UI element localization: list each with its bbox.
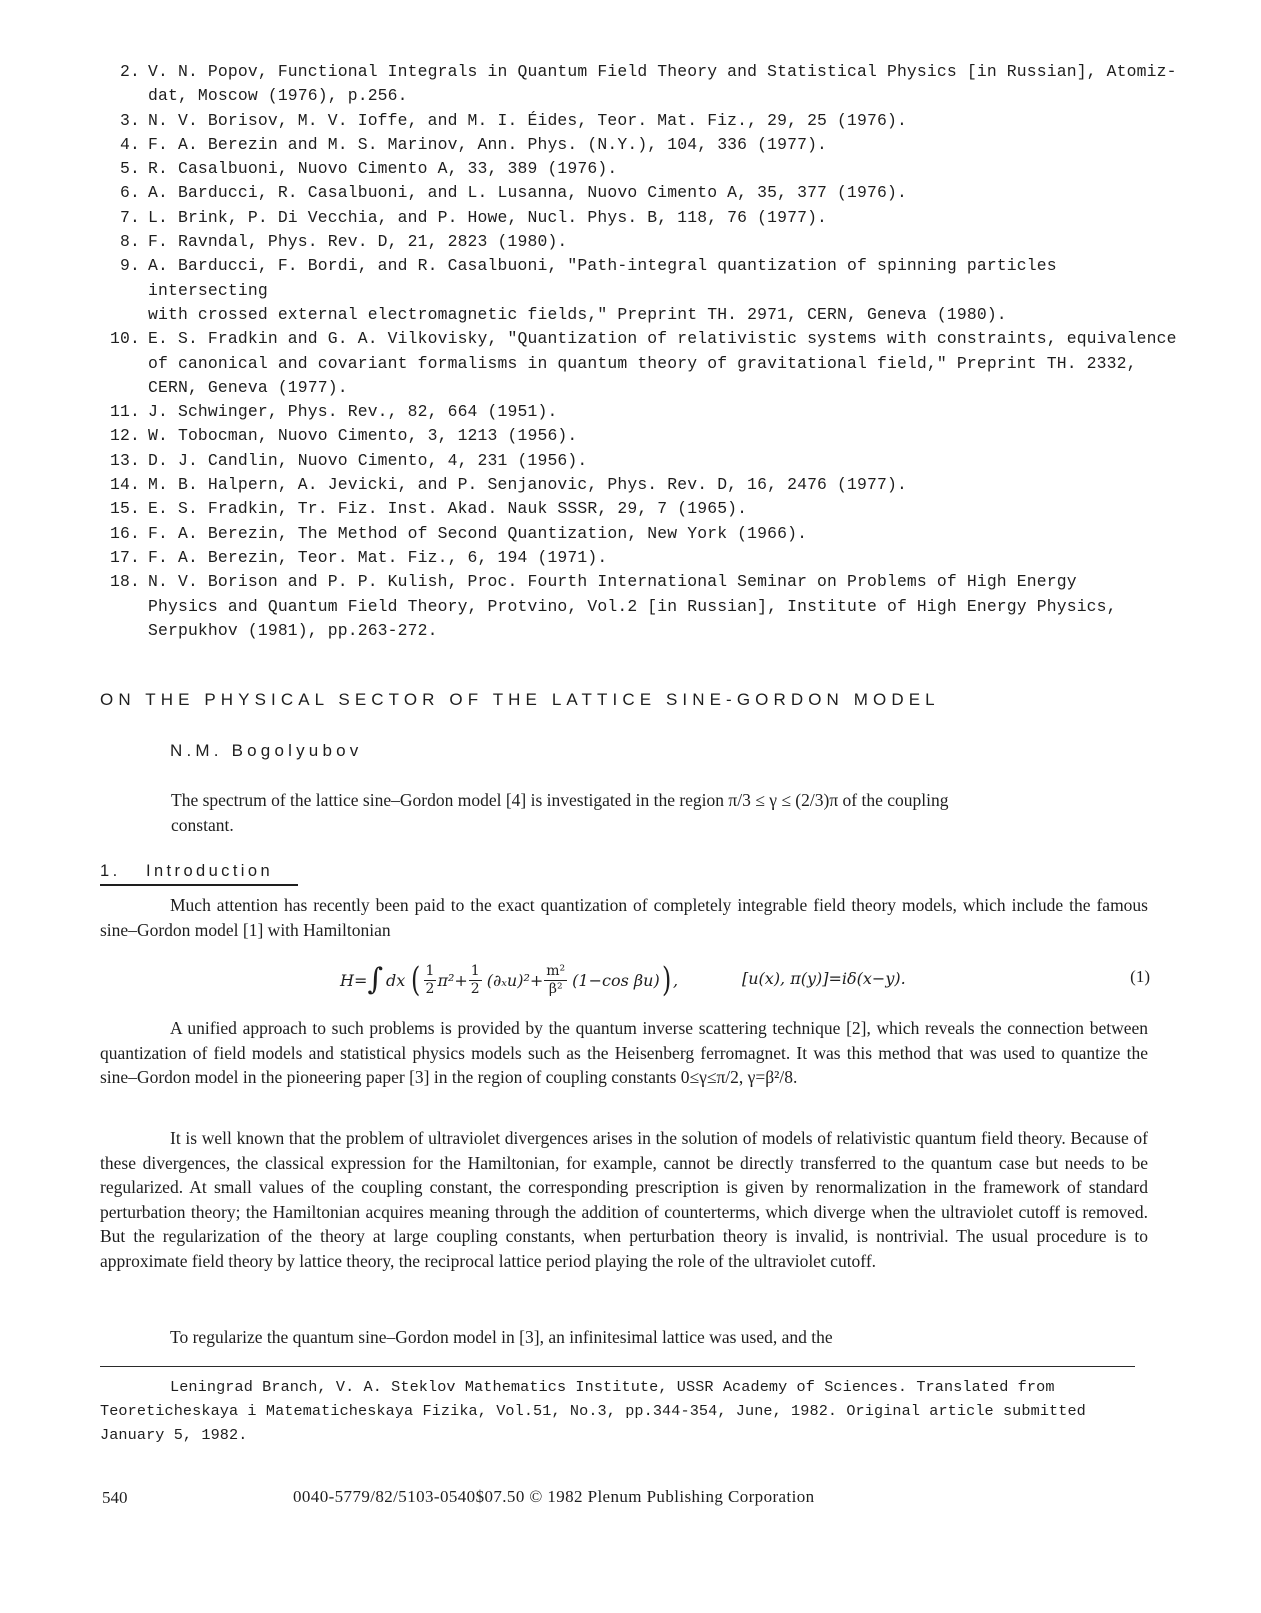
reference-number: 17. <box>110 547 140 567</box>
reference-item <box>104 206 1184 230</box>
reference-item <box>104 424 1184 448</box>
article-abstract: The spectrum of the lattice sine–Gordon model [4] is investigated in the region π/3 ≤ γ ≤ (2/3)π of the coupling constant. <box>171 790 949 835</box>
reference-item <box>104 473 1184 497</box>
fraction-mass: $\frac{\text{m²}}{\text{β²}}$ <box>546 962 566 997</box>
reference-number: 15. <box>110 499 140 519</box>
eq-term-1: π²+ <box>437 970 468 990</box>
reference-text: M. B. Halpern, A. Jevicki, and P. Senjanovic, Phys. Rev. D, 16, 2476 (1977). <box>148 475 907 495</box>
commutator-relation: [u(x), π(y)]=iδ(x−y). <box>742 969 906 988</box>
reference-item <box>104 400 1184 424</box>
reference-text: F. A. Berezin and M. S. Marinov, Ann. Phys. (N.Y.), 104, 336 (1977). <box>148 134 828 154</box>
reference-number: 8. <box>120 232 140 252</box>
reference-text: A. Barducci, F. Bordi, and R. Casalbuoni, "Path-integral quantization of spinning particles intersecting with crossed external electromagnetic fields," Preprint TH. 2971, CERN, Geneva (1980). <box>148 256 1057 324</box>
integral-sign: ∫ <box>367 962 383 997</box>
eq-close-paren: ) <box>661 960 671 1000</box>
reference-number: 3. <box>120 110 140 130</box>
footnote: Leningrad Branch, V. A. Steklov Mathematics Institute, USSR Academy of Sciences. Translated from Teoreticheskaya i Matematicheskaya Fizika, Vol.51, No.3, pp.344-354, June, 1982. Original article submitted January 5, 1982. <box>100 1378 1086 1444</box>
journal-copyright-line: 0040-5779/82/5103-0540$07.50 © 1982 Plenum Publishing Corporation <box>293 1487 815 1506</box>
eq-comma: , <box>672 970 679 990</box>
reference-item <box>104 327 1184 400</box>
section-heading <box>100 862 273 881</box>
section-number: 1. <box>100 862 121 880</box>
equation-1 <box>340 955 1150 1005</box>
reference-item <box>104 109 1184 133</box>
reference-text: N. V. Borison and P. P. Kulish, Proc. Fourth International Seminar on Problems of High Energy Physics and Quantum Field Theory, Protvino, Vol.2 [in Russian], Institute of High Energy Physics, Serpukhov (1981), pp.263-272. <box>148 572 1117 640</box>
reference-item <box>104 570 1184 643</box>
reference-list <box>104 60 1184 643</box>
reference-text: F. A. Berezin, The Method of Second Quantization, New York (1966). <box>148 523 808 543</box>
reference-number: 14. <box>110 475 140 495</box>
reference-text: L. Brink, P. Di Vecchia, and P. Howe, Nucl. Phys. B, 118, 76 (1977). <box>148 207 828 227</box>
article-author: N.M. Bogolyubov <box>170 741 363 760</box>
eq-term-2: (∂ₓu)²+ <box>486 970 544 990</box>
page-number: 540 <box>102 1488 128 1507</box>
paragraph-4: To regularize the quantum sine–Gordon model in [3], an infinitesimal lattice was used, and the <box>170 1327 833 1347</box>
reference-number: 7. <box>120 207 140 227</box>
reference-number: 9. <box>120 256 140 276</box>
equation-number: (1) <box>1130 967 1150 986</box>
eq-lhs: H= <box>340 970 368 990</box>
eq-term-3: (1−cos βu) <box>572 970 660 990</box>
hamiltonian-expression <box>340 955 678 1005</box>
reference-item <box>104 522 1184 546</box>
reference-text: D. J. Candlin, Nuovo Cimento, 4, 231 (1956). <box>148 450 588 470</box>
paragraph-2: A unified approach to such problems is provided by the quantum inverse scattering technique [2], which reveals the connection between quantization of field models and statistical physics models such as the Heisenberg ferromagnet. It was this method that was used to quantize the sine–Gordon model in the pioneering paper [3] in the region of coupling constants 0≤γ≤π/2, γ=β²/8. <box>100 1018 1148 1087</box>
reference-number: 16. <box>110 523 140 543</box>
fraction-half-1: $\frac{1}{2}$ <box>425 962 435 997</box>
reference-item <box>104 157 1184 181</box>
reference-item <box>104 133 1184 157</box>
reference-text: F. Ravndal, Phys. Rev. D, 21, 2823 (1980). <box>148 232 568 252</box>
eq-open-paren: ( <box>411 960 421 1000</box>
reference-item <box>104 60 1184 109</box>
reference-number: 13. <box>110 450 140 470</box>
eq-dx: dx <box>386 970 406 990</box>
footnote-divider <box>100 1366 1135 1367</box>
reference-item <box>104 254 1184 327</box>
reference-number: 10. <box>110 329 140 349</box>
article-title: ON THE PHYSICAL SECTOR OF THE LATTICE SINE-GORDON MODEL <box>100 690 940 709</box>
reference-item <box>104 497 1184 521</box>
reference-text: R. Casalbuoni, Nuovo Cimento A, 33, 389 (1976). <box>148 159 618 179</box>
reference-item <box>104 181 1184 205</box>
reference-text: J. Schwinger, Phys. Rev., 82, 664 (1951). <box>148 402 558 422</box>
section-title: Introduction <box>146 862 274 880</box>
reference-text: F. A. Berezin, Teor. Mat. Fiz., 6, 194 (1971). <box>148 547 608 567</box>
reference-text: V. N. Popov, Functional Integrals in Quantum Field Theory and Statistical Physics [in Russian], Atomiz- dat, Moscow (1976), p.256. <box>148 62 1177 106</box>
fraction-half-2: $\frac{1}{2}$ <box>470 962 480 997</box>
reference-number: 11. <box>110 402 140 422</box>
reference-item <box>104 230 1184 254</box>
reference-number: 4. <box>120 134 140 154</box>
reference-text: E. S. Fradkin, Tr. Fiz. Inst. Akad. Nauk SSSR, 29, 7 (1965). <box>148 499 748 519</box>
reference-text: E. S. Fradkin and G. A. Vilkovisky, "Quantization of relativistic systems with constraints, equivalence of canonical and covariant formalisms in quantum theory of gravitational field," Preprint TH. 2332, CERN, Geneva (1977). <box>148 329 1177 397</box>
reference-number: 18. <box>110 572 140 592</box>
reference-number: 12. <box>110 426 140 446</box>
reference-item <box>104 546 1184 570</box>
section-underline <box>100 884 298 886</box>
reference-text: N. V. Borisov, M. V. Ioffe, and M. I. Éides, Teor. Mat. Fiz., 29, 25 (1976). <box>148 110 907 130</box>
paragraph-3: It is well known that the problem of ultraviolet divergences arises in the solution of models of relativistic quantum field theory. Because of these divergences, the classical expression for the Hamiltonian, for example, cannot be directly transferred to the quantum case but needs to be regularized. At small values of the coupling constant, the corresponding prescription is given by renormalization in the framework of standard perturbation theory; the Hamiltonian acquires meaning through the addition of counterterms, which diverge when the ultraviolet cutoff is removed. But the regularization of the theory at large coupling constants, when perturbation theory is invalid, is nontrivial. The usual procedure is to approximate field theory by lattice theory, the reciprocal lattice period playing the role of the ultraviolet cutoff. <box>100 1128 1148 1271</box>
reference-item <box>104 449 1184 473</box>
paragraph-1: Much attention has recently been paid to the exact quantization of completely integrable field theory models, which include the famous sine–Gordon model [1] with Hamiltonian <box>100 895 1148 940</box>
reference-number: 6. <box>120 183 140 203</box>
reference-text: W. Tobocman, Nuovo Cimento, 3, 1213 (1956). <box>148 426 578 446</box>
reference-number: 5. <box>120 159 140 179</box>
reference-text: A. Barducci, R. Casalbuoni, and L. Lusanna, Nuovo Cimento A, 35, 377 (1976). <box>148 183 907 203</box>
reference-number: 2. <box>120 62 140 81</box>
